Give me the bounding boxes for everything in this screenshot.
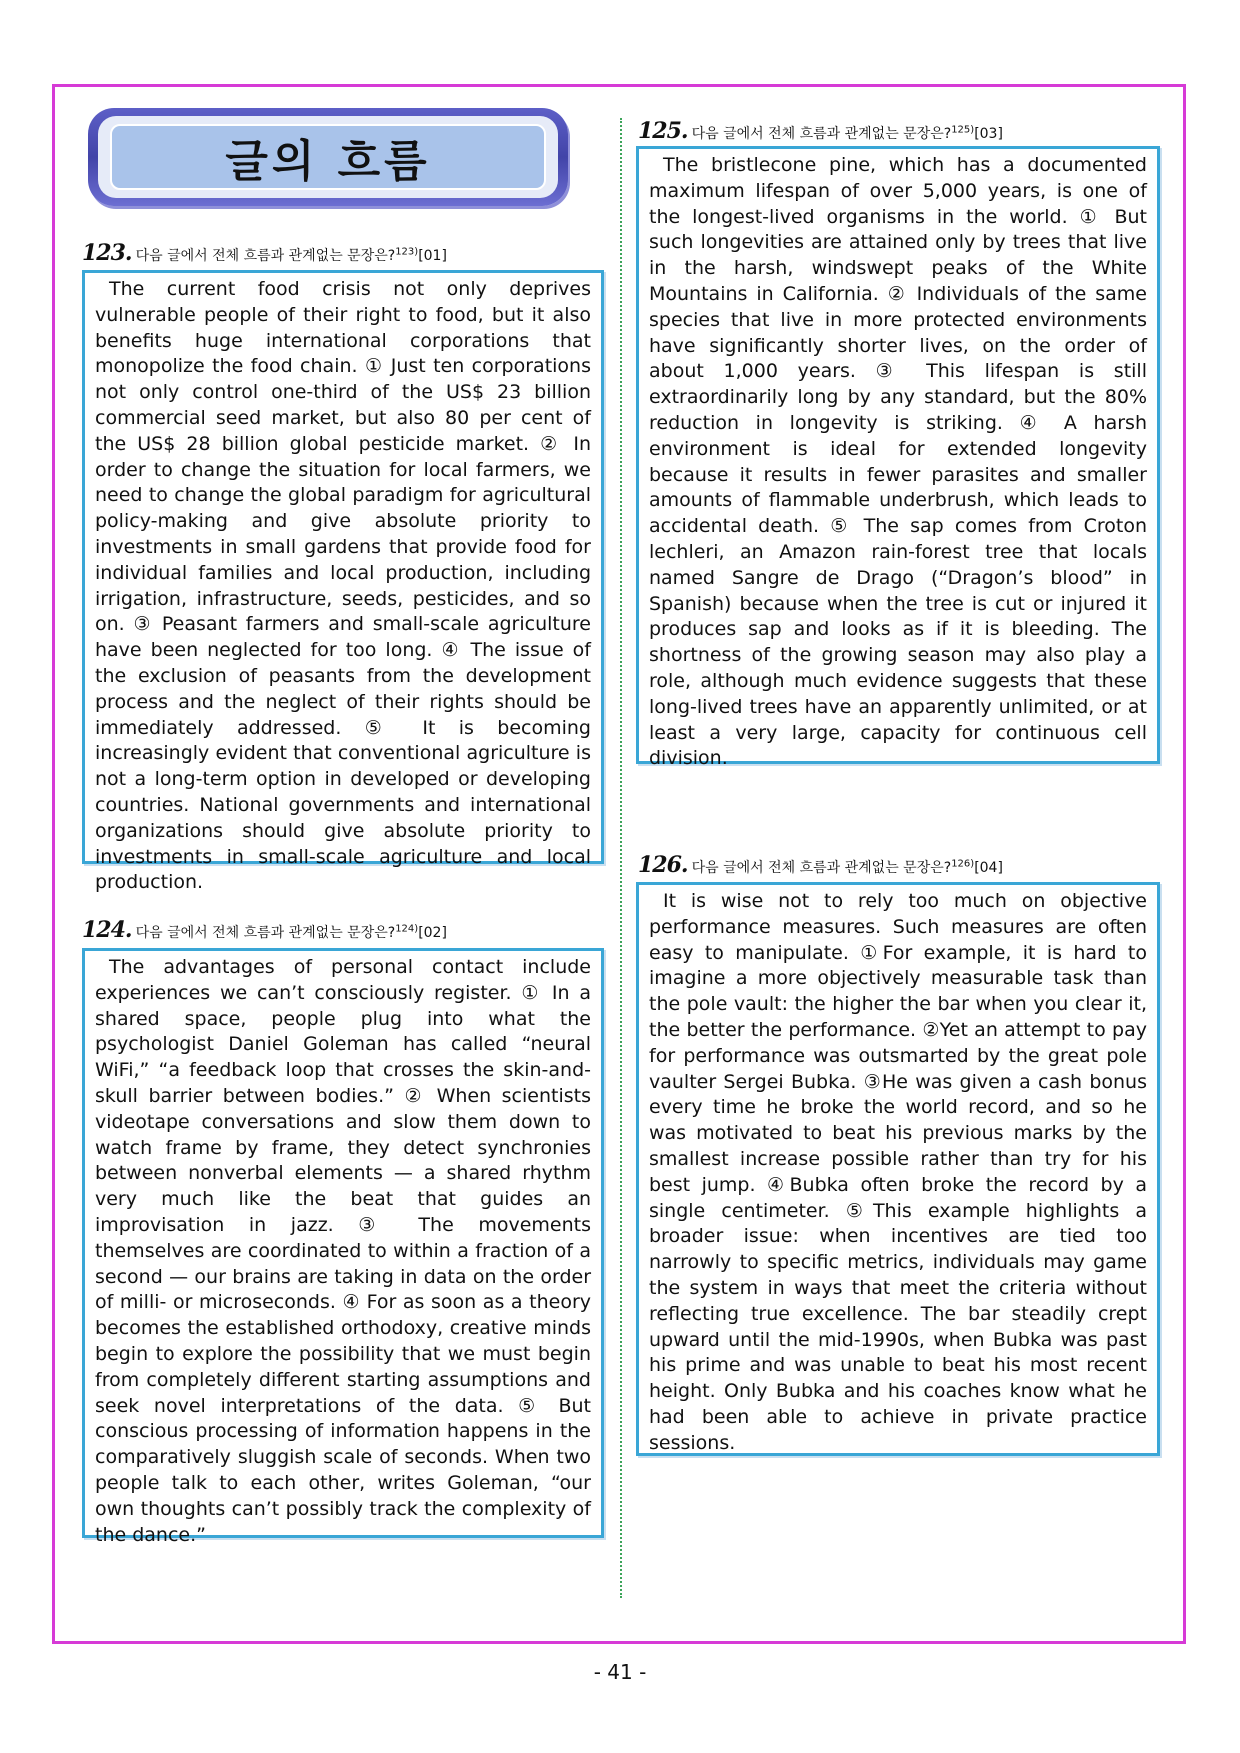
page-number: - 41 - [593, 1660, 647, 1684]
footnote-ref: 125) [951, 124, 975, 136]
question-header-125 [638, 118, 1003, 144]
question-code: [04] [974, 860, 1003, 876]
footnote-ref: 123) [395, 246, 419, 258]
question-number: 124. [82, 917, 132, 943]
question-number: 123. [82, 240, 132, 266]
passage-box-126 [636, 882, 1160, 1456]
question-prompt: 다음 글에서 전체 흐름과 관계없는 문장은? [691, 126, 952, 142]
passage-box-125 [636, 146, 1160, 770]
question-prompt: 다음 글에서 전체 흐름과 관계없는 문장은? [135, 925, 396, 941]
question-number: 126. [638, 852, 688, 878]
section-title-banner [88, 108, 568, 206]
question-code: [01] [418, 248, 447, 264]
passage-box-124 [82, 948, 604, 1546]
question-prompt: 다음 글에서 전체 흐름과 관계없는 문장은? [691, 860, 952, 876]
footnote-ref: 126) [951, 858, 975, 870]
passage-text: It is wise not to rely too much on objective performance measures. Such measures are often easy to manipulate. ①For example, it is hard to imagine a more objectively measurable task than the pole vault: the higher the bar when you clear it, the better the performance. ②Yet an attempt to pay for performance was outsmarted by the great pole vaulter Sergei Bubka. ③He was given a cash bonus every time he broke the world record, and so he was motivated to beat his previous marks by the smallest increase possible rather than try for his best jump. ④Bubka often broke the record by a single centimeter. ⑤This example highlights a broader issue: when incentives are tied too narrowly to specific metrics, individuals may game the system in ways that meet the criteria without reflecting true excellence. The bar steadily crept upward until the mid-1990s, when Bubka was past his prime and was unable to beat his most recent height. Only Bubka and his coaches know what he had been able to achieve in private practice sessions. [649, 890, 1147, 1454]
question-prompt: 다음 글에서 전체 흐름과 관계없는 문장은? [135, 248, 396, 264]
passage-box-123 [82, 270, 604, 894]
passage-text: The bristlecone pine, which has a documented maximum lifespan of over 5,000 years, is one of the longest-lived organisms in the world. ① But such longevities are attained only by trees that live in the harsh, windswept peaks of the White Mountains in California. ② Individuals of the same species that live in more protected environments have significantly shorter lives, on the order of about 1,000 years. ③ This lifespan is still extraordinarily long by any standard, but the 80% reduction in longevity is striking. ④ A harsh environment is ideal for extended longevity because it results in fewer parasites and smaller amounts of flammable underbrush, which leads to accidental death. ⑤ The sap comes from Croton lechleri, an Amazon rain-forest tree that locals named Sangre de Drago (“Dragon’s blood” in Spanish) because when the tree is cut or injured it produces sap and looks as if it is bleeding. The shortness of the growing season may also play a role, although much evidence suggests that these long-lived trees have an apparently unlimited, or at least a very large, capacity for continuous cell division. [649, 154, 1147, 770]
question-header-126 [638, 852, 1003, 878]
footnote-ref: 124) [395, 923, 419, 935]
question-code: [03] [974, 126, 1003, 142]
section-title: 글의 흐름 [225, 136, 431, 187]
question-number: 125. [638, 118, 688, 144]
passage-text: The current food crisis not only deprives vulnerable people of their right to food, but it also benefits huge international corporations that monopolize the food chain. ① Just ten corporations not only control one-third of the US$ 23 billion commercial seed market, but also 80 per cent of the US$ 28 billion global pesticide market. ② In order to change the situation for local farmers, we need to change the global paradigm for agricultural policy-making and give absolute priority to investments in small gardens that provide food for individual families and local production, including irrigation, infrastructure, seeds, pesticides, and so on. ③ Peasant farmers and small-scale agriculture have been neglected for too long. ④ The issue of the exclusion of peasants from the development process and the neglect of their rights should be immediately addressed. ⑤ It is becoming increasingly evident that conventional agriculture is not a long-term option in developed or developing countries. National governments and international organizations should give absolute priority to investments in small-scale agriculture and local production. [95, 278, 591, 894]
question-header-124 [82, 917, 447, 943]
passage-text: The advantages of personal contact include experiences we can’t consciously register. ① In a shared space, people plug into what the psychologist Daniel Goleman has called “neural WiFi,” “a feedback loop that crosses the skin-and-skull barrier between bodies.” ② When scientists videotape conversations and slow them down to watch frame by frame, they detect synchronies between nonverbal elements — a shared rhythm very much like the beat that guides an improvisation in jazz. ③ The movements themselves are coordinated to within a fraction of a second — our brains are taking in data on the order of milli- or microseconds. ④ For as soon as a theory becomes the established orthodoxy, creative minds begin to explore the possibility that we must begin from completely different starting assumptions and seek novel interpretations of the data. ⑤ But conscious processing of information happens in the comparatively sluggish scale of seconds. When two people talk to each other, writes Goleman, “our own thoughts can’t possibly track the complexity of the dance.” [95, 956, 591, 1546]
question-code: [02] [418, 925, 447, 941]
question-header-123 [82, 240, 447, 266]
column-divider [620, 118, 622, 1598]
